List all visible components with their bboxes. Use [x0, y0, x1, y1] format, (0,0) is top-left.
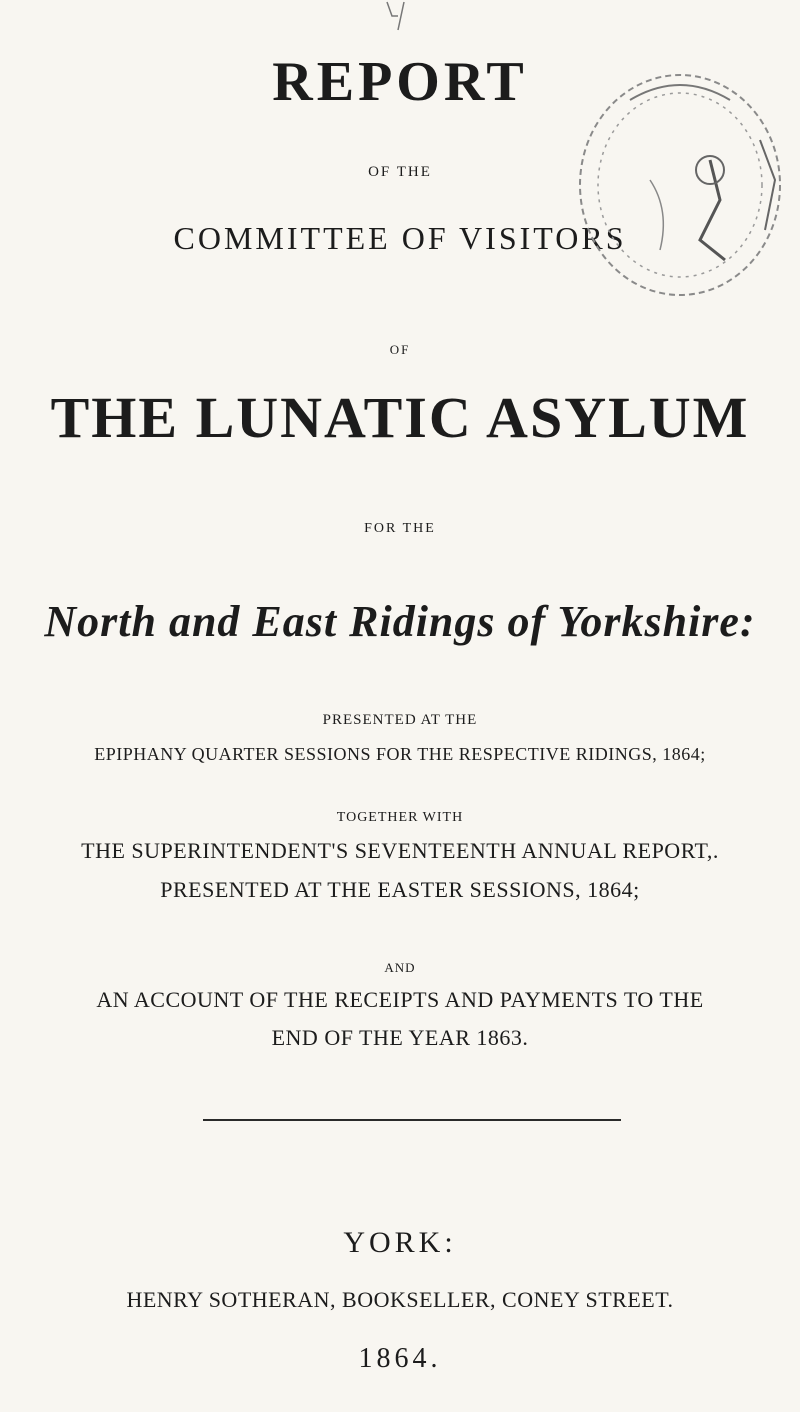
institution-title: THE LUNATIC ASYLUM [50, 385, 750, 450]
sessions-line: EPIPHANY QUARTER SESSIONS FOR THE RESPECTIVE RIDINGS, 1864; [94, 744, 706, 764]
imprint-year: 1864. [358, 1343, 442, 1374]
imprint-printer: HENRY SOTHERAN, BOOKSELLER, CONEY STREET. [126, 1287, 674, 1312]
divider-rule [203, 1119, 621, 1121]
ridings-title: North and East Ridings of Yorkshire: [44, 597, 756, 646]
of-label: OF [389, 342, 411, 357]
easter-sessions-line: PRESENTED AT THE EASTER SESSIONS, 1864; [160, 877, 640, 902]
and-label: AND [384, 960, 416, 975]
presented-at-label: PRESENTED AT THE [322, 712, 478, 728]
account-line-1: AN ACCOUNT OF THE RECEIPTS AND PAYMENTS TO THE [96, 987, 704, 1012]
report-heading: REPORT [272, 51, 528, 113]
pencil-mark [384, 0, 414, 40]
superintendent-report-line: THE SUPERINTENDENT'S SEVENTEENTH ANNUAL REPORT,. [81, 838, 719, 863]
committee-heading: COMMITTEE OF VISITORS [173, 220, 627, 256]
library-stamp [560, 60, 800, 330]
account-line-2: END OF THE YEAR 1863. [271, 1025, 529, 1050]
of-the-label: OF THE [368, 164, 432, 180]
for-the-label: FOR THE [364, 521, 436, 536]
imprint-place: YORK: [343, 1226, 457, 1259]
together-with-label: TOGETHER WITH [336, 810, 464, 825]
